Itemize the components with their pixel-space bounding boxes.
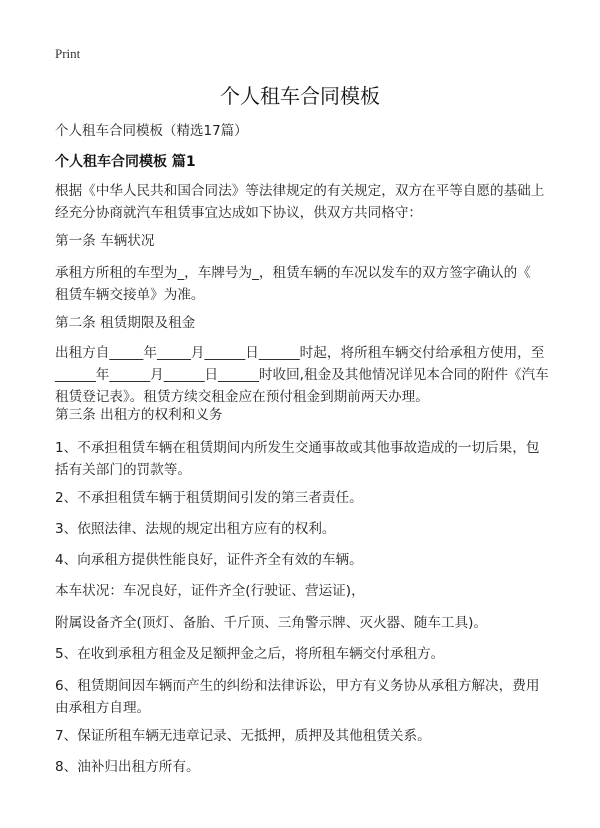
paragraph — [55, 756, 200, 778]
paragraph-line: 第一条 车辆状况 — [55, 233, 155, 249]
paragraph-line: 承租方所租的车型为_，车牌号为_，租赁车辆的车况以发车的双方签字确认的《 — [55, 265, 531, 281]
paragraph-line: 附属设备齐全(顶灯、备胎、千斤顶、三角警示牌、灭火器、随车工具)。 — [55, 615, 488, 631]
paragraph-line: 根据《中华人民共和国合同法》等法律规定的有关规定，双方在平等自愿的基础上 — [55, 183, 545, 199]
paragraph — [55, 404, 222, 426]
paragraph — [55, 312, 195, 334]
paragraph-line: 由承租方自理。 — [55, 700, 151, 716]
paragraph — [55, 437, 539, 481]
section-heading: 个人租车合同模板 篇1 — [55, 154, 196, 170]
paragraph-line: 租赁车辆交接单》为准。 — [55, 287, 205, 303]
paragraph-line: 第二条 租赁期限及租金 — [55, 315, 196, 331]
paragraph — [55, 230, 154, 252]
paragraph-line: 3、依照法律、法规的规定出租方应有的权利。 — [55, 521, 336, 537]
paragraph-line: 租赁登记表》。租赁方续交租金应在预付租金到期前两天办理。 — [55, 389, 429, 405]
paragraph — [55, 725, 431, 747]
print-link[interactable]: Print — [55, 46, 81, 61]
paragraph — [55, 675, 539, 719]
paragraph — [55, 487, 363, 509]
paragraph — [55, 549, 363, 571]
paragraph-line: 经充分协商就汽车租赁事宜达成如下协议，供双方共同格守： — [55, 205, 423, 221]
paragraph-line: 2、不承担租赁车辆于租赁期间引发的第三者责任。 — [55, 490, 363, 506]
document-subtitle: 个人租车合同模板（精选17篇） — [55, 123, 248, 139]
paragraph — [55, 580, 365, 602]
paragraph — [55, 612, 487, 634]
paragraph — [55, 262, 531, 306]
paragraph — [55, 643, 444, 665]
paragraph-line: 括有关部门的罚款等。 — [55, 462, 191, 478]
paragraph-line: 7、保证所租车辆无违章记录、无抵押，质押及其他租赁关系。 — [55, 728, 431, 744]
paragraph-line: 6、租赁期间因车辆而产生的纠纷和法律诉讼，甲方有义务协从承租方解决，费用 — [55, 678, 540, 694]
paragraph-line: 5、在收到承租方租金及足额押金之后，将所租车辆交付承租方。 — [55, 646, 445, 662]
paragraph — [55, 180, 544, 224]
paragraph-line: 本车状况：车况良好，证件齐全(行驶证、营运证)， — [55, 583, 365, 599]
paragraph — [55, 342, 549, 408]
document-title: 个人租车合同模板 — [220, 84, 380, 108]
paragraph-line: 第三条 出租方的权利和义务 — [55, 407, 223, 423]
paragraph-line: 4、向承租方提供性能良好，证件齐全有效的车辆。 — [55, 552, 363, 568]
paragraph-line: 8、油补归出租方所有。 — [55, 759, 200, 775]
paragraph — [55, 518, 336, 540]
paragraph-line: ______年______月______日______时收回,租金及其他情况详见本合同的附件《汽车 — [55, 367, 549, 383]
paragraph-line: 1、不承担租赁车辆在租赁期间内所发生交通事故或其他事故造成的一切后果，包 — [55, 440, 540, 456]
paragraph-line: 出租方自_____年_____月______日______时起，将所租车辆交付给承租方使用，至 — [55, 345, 545, 361]
